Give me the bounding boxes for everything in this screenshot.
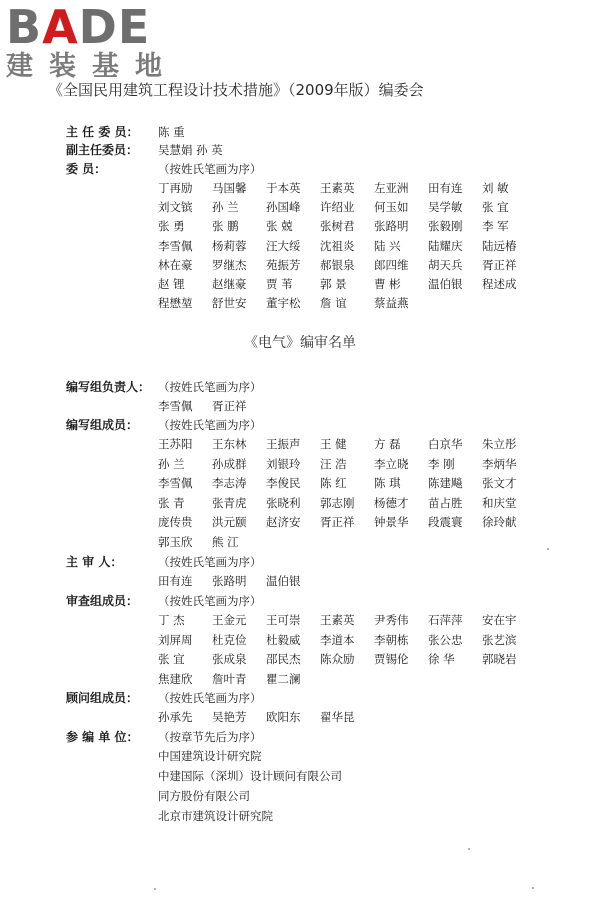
name-row (158, 257, 536, 273)
person-name: 杜毅威 (266, 632, 301, 647)
name-row (158, 709, 374, 725)
person-name: 庞传贵 (158, 515, 193, 530)
person-name: 李 刚 (428, 456, 455, 471)
person-name: 方 磊 (374, 437, 401, 451)
person-name: 王金元 (212, 613, 247, 627)
name-row (158, 276, 536, 292)
person-name: 林在豪 (158, 257, 193, 272)
person-name: 张成泉 (212, 652, 247, 667)
person-name: 白京华 (428, 437, 463, 451)
advisors-label: 顾问组成员： (66, 691, 139, 705)
person-name: 李志涛 (212, 476, 247, 491)
vice-director-label: 副主任委员： (66, 143, 139, 157)
person-name: 陈建飚 (428, 476, 463, 491)
participating-unit: 北京市建筑设计研究院 (158, 809, 273, 823)
person-name: 孙成群 (212, 456, 247, 471)
person-name: 郎四维 (374, 257, 409, 272)
person-name: 吴学敏 (428, 200, 463, 215)
person-name: 焦建欣 (158, 671, 193, 686)
person-name: 田有连 (158, 574, 193, 588)
person-name: 舒世安 (212, 296, 247, 311)
person-name: 罗继杰 (212, 257, 247, 272)
person-name: 陈 红 (320, 476, 347, 491)
name-row (158, 671, 320, 687)
members-heading-row (0, 161, 600, 179)
scan-speck (532, 887, 534, 889)
person-name: 李朝栋 (374, 632, 409, 647)
person-name: 石萍萍 (428, 613, 463, 627)
person-name: 洪元颐 (212, 515, 247, 530)
name-row (158, 514, 536, 530)
name-row (158, 573, 320, 589)
person-name: 刘文镔 (158, 200, 193, 215)
page-title: 《全国民用建筑工程设计技术措施》（2009年版）编委会 (48, 81, 424, 99)
members-order-note: （按姓氏笔画为序） (158, 162, 262, 176)
person-name: 丁再励 (158, 181, 193, 195)
name-row (158, 199, 536, 215)
director-label: 主 任 委 员： (66, 125, 139, 139)
name-row (158, 238, 536, 254)
person-name: 尹秀伟 (374, 613, 409, 627)
participating-unit: 同方股份有限公司 (158, 789, 250, 803)
person-name: 张艺滨 (482, 632, 517, 647)
person-name: 张 兢 (266, 219, 293, 234)
section-title: 《电气》编审名单 (244, 335, 356, 351)
person-name: 郝银泉 (320, 257, 355, 272)
person-name: 张 宜 (482, 200, 509, 215)
person-name: 张青虎 (212, 495, 247, 510)
reviewers-label: 审查组成员： (66, 594, 139, 608)
person-name: 翟华昆 (320, 710, 355, 724)
person-name: 曹 彬 (374, 277, 401, 291)
person-name: 何玉如 (374, 200, 409, 215)
person-name: 李立晓 (374, 456, 409, 471)
logo-chinese: 建装基地 (6, 51, 178, 82)
name-row (158, 398, 266, 414)
lead-heading-row (0, 379, 600, 397)
scan-speck (468, 848, 470, 850)
person-name: 张树君 (320, 219, 355, 234)
person-name: 李雪佩 (158, 238, 193, 253)
name-row (158, 456, 536, 472)
reviewers-heading-row (0, 593, 600, 611)
person-name: 李道本 (320, 632, 355, 647)
person-name: 张毅刚 (428, 219, 463, 234)
person-name: 贾 苇 (266, 277, 293, 291)
person-name: 丁 杰 (158, 613, 185, 627)
person-name: 李炳华 (482, 456, 517, 471)
vice-director-row (0, 142, 600, 160)
person-name: 王素英 (320, 613, 355, 627)
person-name: 郭玉欣 (158, 535, 193, 549)
person-name: 张公忠 (428, 632, 463, 647)
person-name: 许绍业 (320, 200, 355, 215)
person-name: 张 勇 (158, 219, 185, 234)
person-name: 董宇松 (266, 296, 301, 311)
person-name: 詹 谊 (320, 296, 347, 311)
person-name: 杜克俭 (212, 632, 247, 647)
person-name: 王素英 (320, 181, 355, 195)
person-name: 胡天兵 (428, 257, 463, 272)
person-name: 王 健 (320, 437, 347, 451)
lead-order-note: （按姓氏笔画为序） (158, 380, 262, 394)
advisors-order-note: （按姓氏笔画为序） (158, 691, 262, 705)
logo-latin: BADE (6, 0, 151, 54)
person-name: 徐 华 (428, 652, 455, 667)
person-name: 蔡益燕 (374, 296, 409, 311)
person-name: 张路明 (374, 219, 409, 234)
writers-label: 编写组成员： (66, 418, 139, 432)
person-name: 王苏阳 (158, 437, 193, 451)
person-name: 赵继豪 (212, 277, 247, 291)
person-name: 陆 兴 (374, 238, 401, 253)
person-name: 程懋堃 (158, 296, 193, 311)
members-label: 委 员： (66, 162, 107, 176)
person-name: 李俊民 (266, 476, 301, 491)
person-name: 郭 景 (320, 277, 347, 291)
person-name: 刘银玲 (266, 456, 301, 471)
vice-director-names: 吴慧娟 孙 英 (158, 143, 223, 157)
unit-list (158, 746, 342, 826)
units-heading-row (0, 729, 600, 747)
name-row (158, 495, 536, 511)
chief-order-note: （按姓氏笔画为序） (158, 555, 262, 569)
person-name: 和庆堂 (482, 495, 517, 510)
person-name: 孙承先 (158, 710, 193, 724)
name-row (158, 436, 536, 452)
person-name: 杨莉蓉 (212, 238, 247, 253)
person-name: 段震寰 (428, 515, 463, 530)
person-name: 刘屏周 (158, 632, 193, 647)
name-row (158, 180, 536, 196)
person-name: 李 军 (482, 219, 509, 234)
bade-logo (6, 0, 178, 83)
person-name: 吴艳芳 (212, 710, 247, 724)
person-name: 苗占胜 (428, 495, 463, 510)
person-name: 汪大绥 (266, 238, 301, 253)
name-row (158, 632, 536, 648)
chief-heading-row (0, 554, 600, 572)
person-name: 贾锡伦 (374, 652, 409, 667)
person-name: 沈祖炎 (320, 238, 355, 253)
director-row (0, 124, 600, 142)
person-name: 胥正祥 (320, 515, 355, 530)
writers-heading-row (0, 417, 600, 435)
name-row (158, 218, 536, 234)
person-name: 孙 兰 (212, 200, 239, 215)
person-name: 欧阳东 (266, 710, 301, 724)
person-name: 刘 敏 (482, 181, 509, 195)
person-name: 王东林 (212, 437, 247, 451)
advisors-heading-row (0, 690, 600, 708)
person-name: 张 鹏 (212, 219, 239, 234)
scan-speck (547, 548, 549, 550)
writers-order-note: （按姓氏笔画为序） (158, 418, 262, 432)
chief-label: 主 审 人： (66, 555, 123, 569)
person-name: 杨德才 (374, 495, 409, 510)
person-name: 陆远椿 (482, 238, 517, 253)
units-order-note: （按章节先后为序） (158, 730, 262, 744)
person-name: 王振声 (266, 437, 301, 451)
person-name: 于本英 (266, 181, 301, 195)
participating-unit: 中国建筑设计研究院 (158, 749, 262, 763)
name-row (158, 651, 536, 667)
person-name: 张路明 (212, 574, 247, 588)
person-name: 张 青 (158, 495, 185, 510)
units-label: 参 编 单 位： (66, 730, 139, 744)
person-name: 陈 琪 (374, 476, 401, 491)
name-row (158, 475, 536, 491)
lead-label: 编写组负责人： (66, 380, 151, 394)
person-name: 陈众励 (320, 652, 355, 667)
person-name: 安在宇 (482, 613, 517, 627)
person-name: 胥正祥 (482, 257, 517, 272)
person-name: 李雪佩 (158, 399, 193, 413)
person-name: 邵民杰 (266, 652, 301, 667)
person-name: 苑振芳 (266, 257, 301, 272)
person-name: 郭志刚 (320, 495, 355, 510)
person-name: 孙 兰 (158, 456, 185, 471)
person-name: 温伯银 (266, 574, 301, 588)
director-name: 陈 重 (158, 125, 185, 139)
name-row (158, 534, 266, 550)
person-name: 熊 江 (212, 535, 239, 549)
person-name: 马国馨 (212, 181, 247, 195)
person-name: 钟景华 (374, 515, 409, 530)
person-name: 张文才 (482, 476, 517, 491)
person-name: 温伯银 (428, 277, 463, 291)
person-name: 程述成 (482, 277, 517, 291)
person-name: 徐玲献 (482, 515, 517, 530)
person-name: 胥正祥 (212, 399, 247, 413)
person-name: 田有连 (428, 181, 463, 195)
person-name: 孙国峰 (266, 200, 301, 215)
name-row (158, 612, 536, 628)
reviewers-order-note: （按姓氏笔画为序） (158, 594, 262, 608)
person-name: 左亚洲 (374, 181, 409, 195)
person-name: 郭晓岩 (482, 652, 517, 667)
person-name: 张晓利 (266, 495, 301, 510)
person-name: 张 宜 (158, 652, 185, 667)
person-name: 赵济安 (266, 515, 301, 530)
name-row (158, 295, 428, 311)
person-name: 朱立彤 (482, 437, 517, 451)
person-name: 詹叶青 (212, 671, 247, 686)
participating-unit: 中建国际（深圳）设计顾问有限公司 (158, 769, 342, 783)
person-name: 陆耀庆 (428, 238, 463, 253)
person-name: 赵 锂 (158, 277, 185, 291)
person-name: 汪 浩 (320, 456, 347, 471)
person-name: 王可崇 (266, 613, 301, 627)
scan-speck (154, 888, 156, 890)
person-name: 瞿二澜 (266, 671, 301, 686)
person-name: 李雪佩 (158, 476, 193, 491)
